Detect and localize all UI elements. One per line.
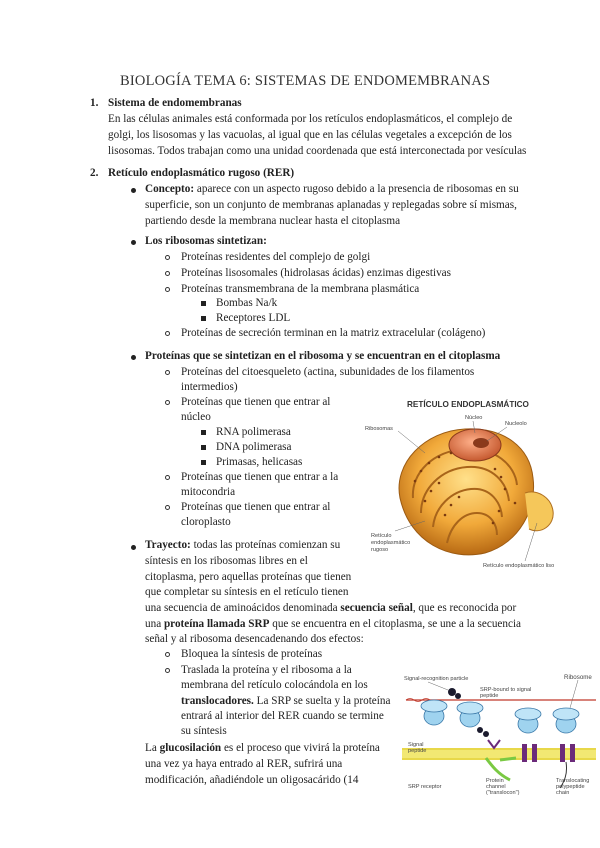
er-label-rer-3: rugoso <box>371 547 389 553</box>
glucosilacion: glucosilación <box>159 742 222 754</box>
glico-text-1a: La <box>145 742 160 754</box>
srp-label-bound-2: peptide <box>480 693 499 699</box>
transmembrana-item-1: Bombas Na/k <box>216 297 278 309</box>
bullet-circle <box>165 370 170 375</box>
er-label-rer-1: Retículo <box>371 533 392 539</box>
bullet-square <box>201 445 206 450</box>
trayecto-label: Trayecto: <box>145 539 191 551</box>
srp-label-particle: Signal-recognition particle <box>404 676 469 682</box>
efecto-2-line-2: membrana del retículo colocándola en los <box>181 679 368 691</box>
concepto-line-3: partiendo desde la membrana nuclear hasta el citoplasma <box>145 215 401 227</box>
ribosomas-item-3: Proteínas transmembrana de la membrana plasmática <box>181 283 420 295</box>
ribosomas-item-2: Proteínas lisosomales (hidrolasas ácidas) enzimas digestivas <box>181 267 451 279</box>
mitocondria-line-2: mitocondria <box>181 486 236 498</box>
er-label-rel: Retículo endoplasmático liso <box>483 563 555 569</box>
bullet-dot <box>131 545 136 550</box>
efecto-2-line-4: entrará al interior del RER cuando se termine <box>181 710 384 722</box>
bullet-dot <box>131 188 136 193</box>
er-label-nucleo: Núcleo <box>465 415 483 421</box>
er-figure <box>355 393 580 578</box>
srp-label-receptor: SRP receptor <box>408 784 442 790</box>
proteina-srp: proteína llamada SRP <box>163 618 270 630</box>
nucleo-item-1: RNA polimerasa <box>216 426 291 438</box>
trayecto-line-7: señal y al ribosoma desencadenando dos efectos: <box>145 633 364 645</box>
bullet-square <box>201 460 206 465</box>
concepto-text: aparece con un aspecto rugoso debido a la presencia de ribosomas en su <box>194 183 519 195</box>
bullet-circle <box>165 400 170 405</box>
concepto-label: Concepto: <box>145 183 195 195</box>
trayecto-text-6c: que se encuentra en el citoplasma, se une a la secuencia <box>269 618 522 630</box>
er-label-ribosomas: Ribosomas <box>365 426 393 432</box>
translocadores: translocadores. <box>181 695 254 707</box>
citoplasma-heading: Proteínas que se sintetizan en el ribosoma y se encuentran en el citoplasma <box>145 350 501 362</box>
transmembrana-item-2: Receptores LDL <box>216 312 291 324</box>
concepto-line-1 <box>145 181 519 197</box>
bullet-circle <box>165 652 170 657</box>
nucleo-item-3: Primasas, helicasas <box>216 456 303 468</box>
srp-figure <box>400 670 598 798</box>
srp-label-signal-1: Signal <box>408 742 424 748</box>
trayecto-line-2: síntesis en los ribosomas libres en el <box>145 555 308 567</box>
efecto-1: Bloquea la síntesis de proteínas <box>181 648 323 660</box>
secrecion-item: Proteínas de secreción terminan en la matriz extracelular (colágeno) <box>181 327 486 339</box>
srp-label-bound-1: SRP-bound to signal <box>480 687 532 693</box>
section-1-line-3: lisosomas. Todos trabajan como una unidad coordenada que está interconectada por vesículas <box>108 145 527 157</box>
nucleo-item-2: DNA polimerasa <box>216 441 292 453</box>
concepto-line-2: superficie, son un conjunto de membranas aplanadas y replegadas sobre sí mismas, <box>145 199 517 211</box>
srp-label-protein-3: ("translocon") <box>486 790 520 796</box>
trayecto-line-1 <box>145 537 340 553</box>
section-1-line-2: golgi, los lisosomas y las vacuolas, al igual que en las células vegetales a excepción de los <box>108 129 512 141</box>
bullet-circle <box>165 505 170 510</box>
srp-label-protein-1: Protein <box>486 778 504 784</box>
trayecto-text-1: todas las proteínas comienzan su <box>190 539 341 551</box>
srp-label-transloc-1: Translocating <box>556 778 590 784</box>
section-1-heading: Sistema de endomembranas <box>108 97 242 109</box>
glico-line-3: modificación, añadiéndole un oligosacárido (14 <box>145 774 359 786</box>
section-2-heading: Retículo endoplasmático rugoso (RER) <box>108 167 295 179</box>
bullet-circle <box>165 668 170 673</box>
page-title: BIOLOGÍA TEMA 6: SISTEMAS DE ENDOMEMBRANAS <box>120 73 491 89</box>
section-1-number: 1. <box>90 97 99 109</box>
bullet-square <box>201 301 206 306</box>
section-2-number: 2. <box>90 167 99 179</box>
trayecto-text-6a: una <box>145 618 164 630</box>
trayecto-line-6 <box>145 616 521 632</box>
bullet-dot <box>131 355 136 360</box>
bullet-dot <box>131 240 136 245</box>
er-label-nucleolo: Nucleolo <box>505 421 527 427</box>
cloroplasto-line-2: cloroplasto <box>181 516 231 528</box>
efecto-2-line-1: Traslada la proteína y el ribosoma a la <box>181 664 352 676</box>
bullet-circle <box>165 255 170 260</box>
ribosomas-heading: Los ribosomas sintetizan: <box>145 235 267 247</box>
er-label-rer-2: endoplasmático <box>371 540 411 546</box>
bullet-circle <box>165 331 170 336</box>
cloroplasto-line-1: Proteínas que tienen que entrar al <box>181 501 331 513</box>
nucleo-line-2: núcleo <box>181 411 211 423</box>
glico-line-2: una vez ya haya entrado al RER, sufrirá una <box>145 758 343 770</box>
srp-label-transloc-2: polypeptide <box>556 784 585 790</box>
citoesqueleto-line-2: intermedios) <box>181 381 238 393</box>
glico-line-1 <box>145 740 380 756</box>
bullet-square <box>201 316 206 321</box>
mitocondria-line-1: Proteínas que tienen que entrar a la <box>181 471 339 483</box>
efecto-2-line-3 <box>181 693 390 709</box>
efecto-2-line-5: su síntesis <box>181 725 227 737</box>
trayecto-line-3: citoplasma, pero aquellas proteínas que tienen <box>145 571 352 583</box>
er-figure-title: RETÍCULO ENDOPLASMÁTICO <box>407 400 529 409</box>
srp-label-transloc-3: chain <box>556 790 570 796</box>
trayecto-text-5a: una secuencia de aminoácidos denominada <box>145 602 341 614</box>
bullet-circle <box>165 287 170 292</box>
efecto-2-text-3: La SRP se suelta y la proteína <box>253 695 391 707</box>
srp-label-signal-2: peptide <box>408 748 427 754</box>
bullet-circle <box>165 475 170 480</box>
secuencia-senal: secuencia señal <box>340 602 413 614</box>
citoesqueleto-line-1: Proteínas del citoesqueleto (actina, subunidades de los filamentos <box>181 366 475 378</box>
srp-label-ribosome: Ribosome <box>564 674 592 681</box>
bullet-circle <box>165 271 170 276</box>
ribosomas-item-1: Proteínas residentes del complejo de golgi <box>181 251 371 263</box>
glico-text-1c: es el proceso que vivirá la proteína <box>221 742 380 754</box>
trayecto-line-4: que completar su síntesis en el retículo tienen <box>145 586 349 598</box>
trayecto-text-5c: , que es reconocida por <box>412 602 517 614</box>
srp-label-protein-2: channel <box>486 784 506 790</box>
section-1-line-1: En las células animales está conformada por los retículos endoplasmáticos, el complejo de <box>108 113 513 125</box>
nucleo-line-1: Proteínas que tienen que entrar al <box>181 396 331 408</box>
bullet-square <box>201 430 206 435</box>
trayecto-line-5 <box>145 600 516 616</box>
